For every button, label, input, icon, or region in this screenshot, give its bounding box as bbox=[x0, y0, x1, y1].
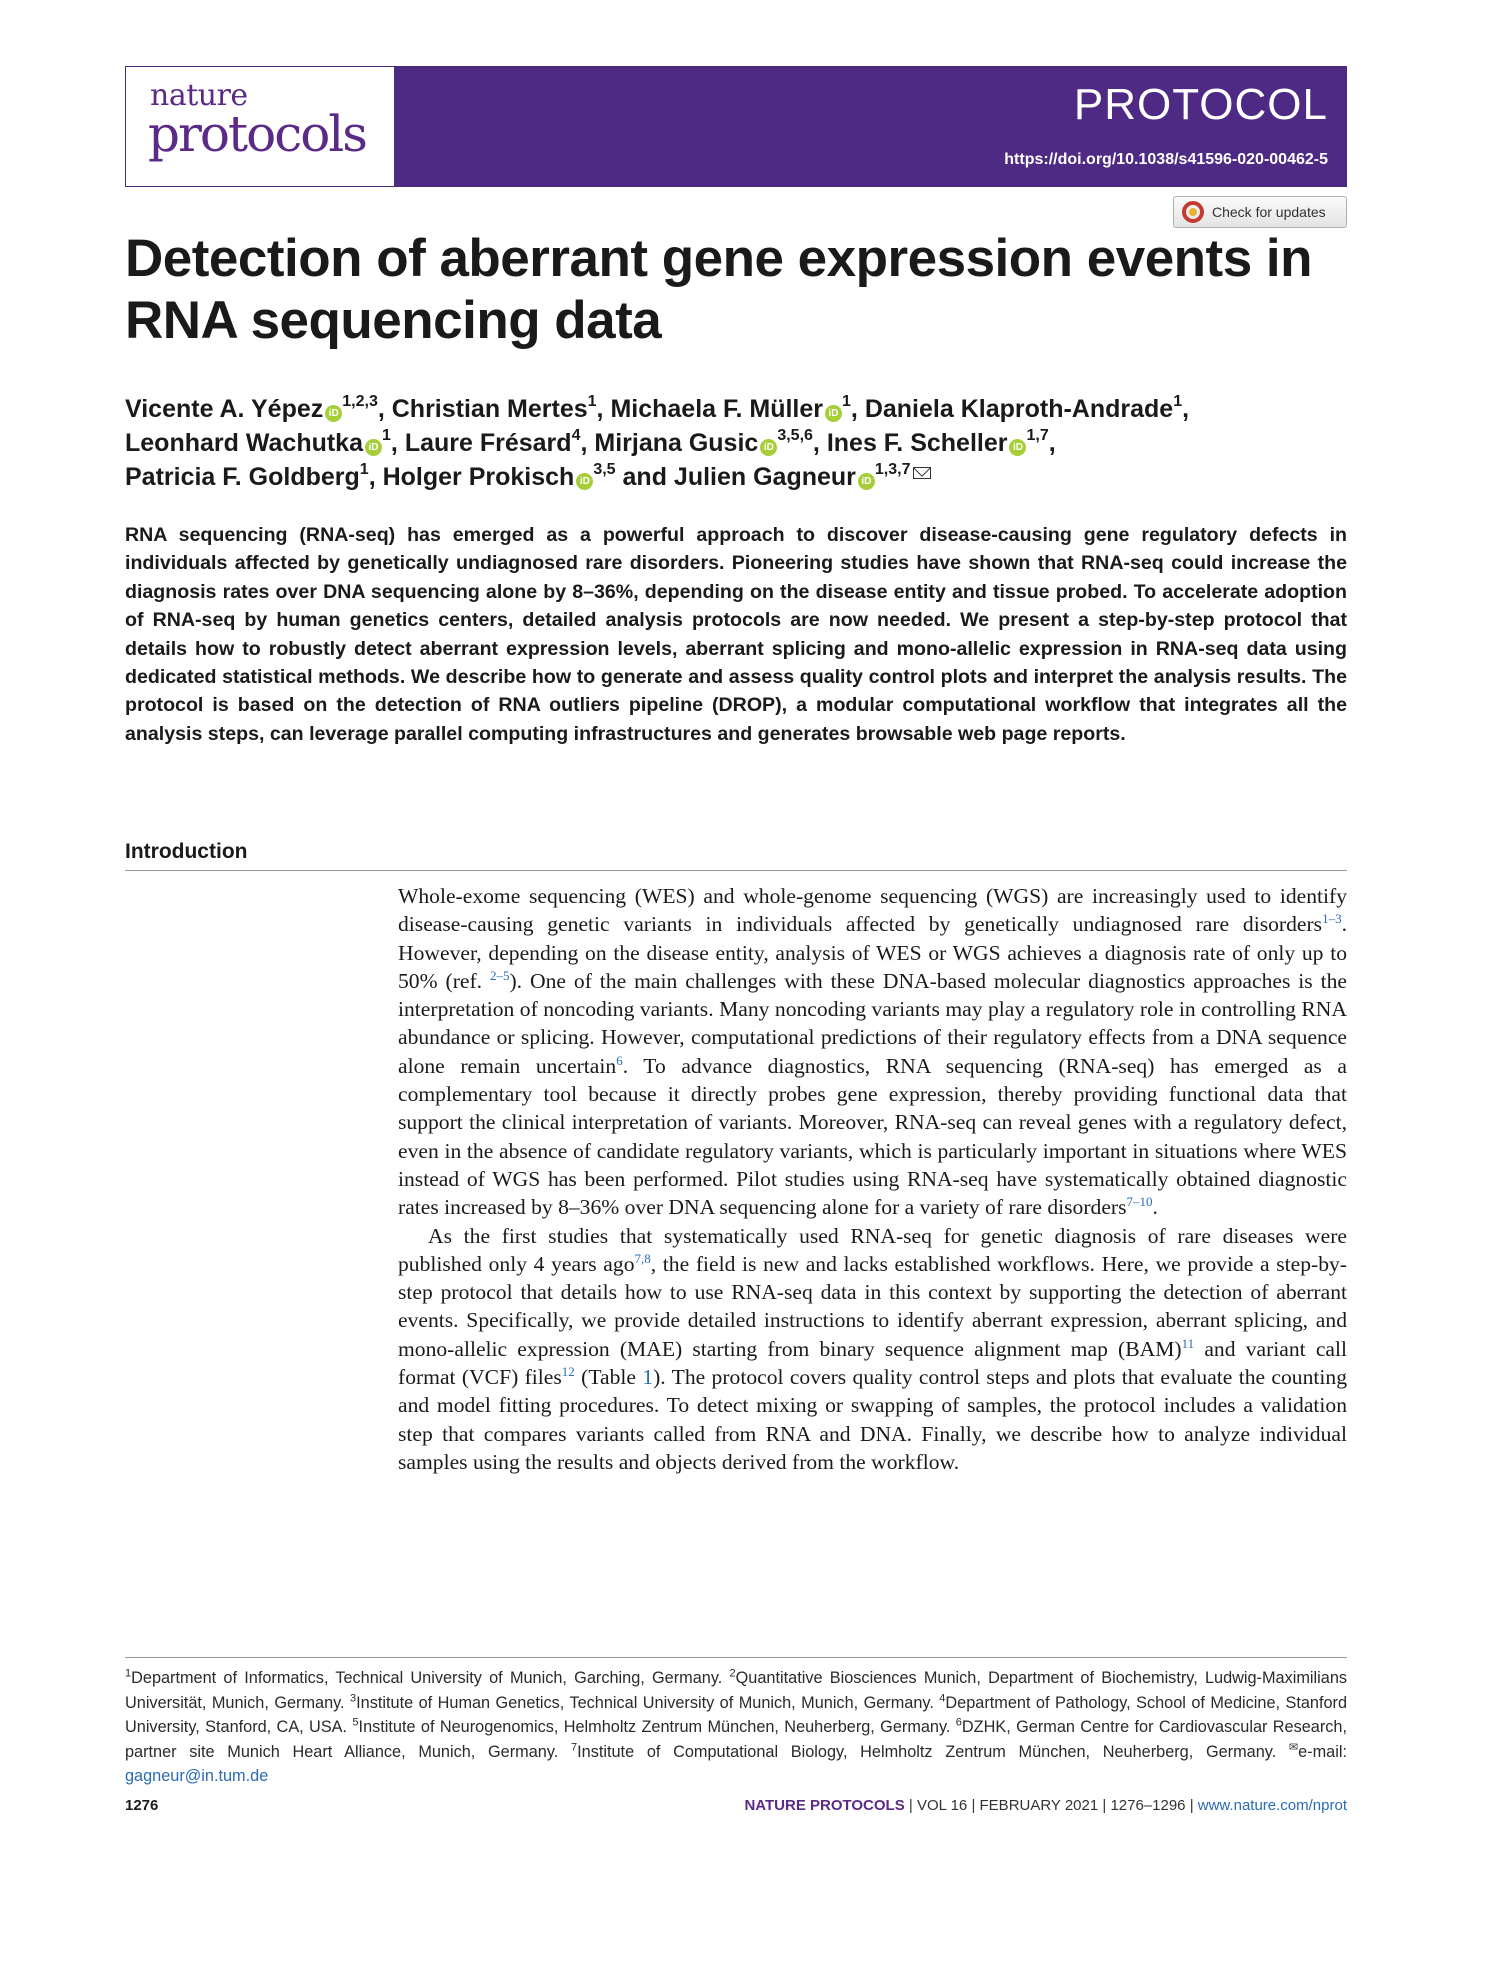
footer-url[interactable]: www.nature.com/nprot bbox=[1197, 1797, 1347, 1814]
page-number: 1276 bbox=[125, 1797, 159, 1814]
footer-sep: | bbox=[1098, 1797, 1111, 1814]
footer-journal: NATURE PROTOCOLS bbox=[744, 1797, 905, 1814]
affiliation-text: Department of Pathology, School of Medicine, Stanford University, Stanford, CA, USA. bbox=[125, 1693, 1348, 1736]
journal-logo[interactable] bbox=[126, 67, 394, 186]
citation-link[interactable]: 2–5 bbox=[489, 967, 510, 983]
affiliation-number: 2 bbox=[729, 1667, 736, 1680]
author-name: Christian Mertes bbox=[391, 395, 588, 423]
author[interactable] bbox=[404, 426, 581, 457]
author[interactable] bbox=[864, 392, 1183, 423]
text-run: Whole-exome sequencing (WES) and whole-genome sequencing (WGS) are increasingly used to identify disease-causing genetic variants in individuals affected by genetically undiagnosed rare disorders bbox=[398, 884, 1347, 937]
text-run: ). The protocol covers quality control steps and plots that evaluate the counting and model fitting procedures. To detect mixing or swapping of samples, the protocol includes a validation step that compares variants called from RNA and DNA. Finally, we describe how to analyze individual samples using the results and objects derived from the workflow. bbox=[398, 1365, 1347, 1474]
affiliation-number: 4 bbox=[939, 1692, 946, 1705]
affiliation-number: 5 bbox=[352, 1716, 359, 1729]
text-run: (Table bbox=[574, 1365, 643, 1390]
email-label: e-mail: bbox=[1298, 1742, 1347, 1761]
text-run: . However, depending on the disease entity, analysis of WES or WGS achieves a diagnosis rate of only up to 50% (ref. bbox=[398, 912, 1347, 993]
footer-pages: 1276–1296 bbox=[1110, 1797, 1186, 1814]
footer-date: FEBRUARY 2021 bbox=[979, 1797, 1099, 1814]
footer-sep: | bbox=[967, 1797, 980, 1814]
orcid-icon[interactable]: iD bbox=[858, 473, 875, 490]
affiliations-footnote bbox=[125, 1657, 1347, 1789]
journal-banner bbox=[125, 66, 1347, 187]
citation-link[interactable]: 7–10 bbox=[1126, 1194, 1153, 1210]
author-affiliation: 3,5,6 bbox=[777, 426, 813, 444]
envelope-icon: ✉ bbox=[1288, 1741, 1299, 1754]
author-affiliation: 1 bbox=[1173, 392, 1183, 410]
affiliation-number: 7 bbox=[570, 1741, 578, 1754]
section-heading-introduction: Introduction bbox=[125, 840, 1347, 871]
author-affiliation: 1,7 bbox=[1026, 426, 1049, 444]
banner-bar bbox=[394, 67, 1346, 186]
author-affiliation: 1,2,3 bbox=[342, 392, 378, 410]
author-name: Holger Prokisch bbox=[382, 463, 575, 491]
table-link[interactable]: 1 bbox=[642, 1365, 654, 1390]
orcid-icon[interactable]: iD bbox=[576, 473, 593, 490]
crossmark-icon bbox=[1182, 201, 1204, 223]
check-updates-label: Check for updates bbox=[1212, 204, 1326, 220]
text-run: and variant call format (VCF) files bbox=[398, 1336, 1347, 1390]
logo-nature-text: nature bbox=[150, 78, 248, 113]
author[interactable] bbox=[826, 426, 1049, 457]
author-affiliation: 4 bbox=[571, 426, 581, 444]
logo-protocols-text: protocols bbox=[148, 105, 366, 163]
footer-volume: VOL 16 bbox=[916, 1797, 968, 1814]
author[interactable] bbox=[391, 392, 597, 423]
author[interactable] bbox=[673, 460, 931, 491]
author-name: Leonhard Wachutka bbox=[125, 429, 363, 457]
author[interactable] bbox=[125, 460, 369, 491]
author-affiliation: 1 bbox=[359, 460, 369, 478]
affiliation-text: Department of Informatics, Technical University of Munich, Garching, Germany. bbox=[131, 1669, 730, 1687]
abstract: RNA sequencing (RNA-seq) has emerged as a powerful approach to discover disease-causing gene regulatory defects in individuals affected by genetically undiagnosed rare disorders. Pioneering studies have shown that RNA-seq could increase the diagnosis rates over DNA sequencing alone by 8–36%, depending on the disease entity and tissue probed. To accelerate adoption of RNA-seq by human genetics centers, detailed analysis protocols are now needed. We present a step-by-step protocol that details how to robustly detect aberrant expression levels, aberrant splicing and mono-allelic expression in RNA-seq data using dedicated statistical methods. We describe how to generate and assess quality control plots and interpret the analysis results. The protocol is based on the detection of RNA outliers pipeline (DROP), a modular computational workflow that integrates all the analysis steps, can leverage parallel computing infrastructures and generates browsable web page reports. bbox=[125, 524, 1347, 745]
affiliation-number: 6 bbox=[955, 1716, 962, 1729]
author-name: Ines F. Scheller bbox=[826, 429, 1008, 457]
affiliation-number: 3 bbox=[350, 1692, 357, 1705]
intro-paragraph-1 bbox=[398, 882, 1347, 1222]
author-name: Mirjana Gusic bbox=[594, 429, 759, 457]
orcid-icon[interactable]: iD bbox=[760, 439, 777, 456]
introduction-body bbox=[398, 882, 1347, 1476]
citation-link[interactable]: 7,8 bbox=[634, 1250, 651, 1266]
intro-paragraph-2 bbox=[398, 1222, 1347, 1477]
affiliation-text: DZHK, German Centre for Cardiovascular Research, partner site Munich Heart Alliance, Munich, Germany. bbox=[125, 1718, 1348, 1761]
text-run: , the field is new and lacks established workflows. Here, we provide a step-by-step protocol that details how to use RNA-seq data in this context by supporting the detection of aberrant events. Specifically, we provide detailed instructions to identify aberrant expression, aberrant splicing, and mono-allelic expression (MAE) starting from binary sequence alignment map (BAM) bbox=[398, 1251, 1347, 1361]
envelope-icon[interactable] bbox=[913, 467, 931, 479]
orcid-icon[interactable]: iD bbox=[1009, 439, 1026, 456]
citation-link[interactable]: 1–3 bbox=[1322, 911, 1342, 927]
author[interactable] bbox=[610, 392, 851, 423]
journal-footer bbox=[744, 1797, 1347, 1814]
author-name: Daniela Klaproth-Andrade bbox=[864, 395, 1174, 423]
orcid-icon[interactable]: iD bbox=[325, 405, 342, 422]
text-run: ). One of the main challenges with these DNA-based molecular diagnostics approaches is the interpretation of noncoding variants. Many noncoding variants may play a regulatory role in controlling RNA abundance or splicing. However, computational predictions of their regulatory effects from a DNA sequence alone remain uncertain bbox=[398, 968, 1347, 1078]
affiliation-text: Institute of Computational Biology, Helmholtz Zentrum München, Neuherberg, Germany. bbox=[577, 1742, 1289, 1761]
text-run: . bbox=[1152, 1195, 1158, 1220]
author-name: Vicente A. Yépez bbox=[125, 395, 324, 423]
article-type: PROTOCOL bbox=[1073, 80, 1328, 129]
citation-link[interactable]: 12 bbox=[561, 1363, 575, 1379]
affiliation-text: Institute of Neurogenomics, Helmholtz Zentrum München, Neuherberg, Germany. bbox=[358, 1718, 956, 1736]
author-list: Vicente A. Yépez iD$^{1,2,3}$, Christian Mertes$^1$, Michaela F. Müller $iD^1$, Daniela Klaproth-Andrade$^1$, Leonhard Wachutka $iD^1$, Laure Frésard$^4$, Mirjana Gusic iD$^{3,5,6}$, Ines F. Scheller iD$^{1,7}$, Patricia F. Goldberg$^1$, Holger Prokisch iD$^{3,5}$ and Julien Gagneur iD$^{1,3,7}$ bbox=[125, 392, 1190, 491]
author-name: Julien Gagneur bbox=[673, 463, 856, 491]
article-title: Detection of aberrant gene expression events in RNA sequencing data bbox=[125, 229, 1313, 350]
affiliation-text: Quantitative Biosciences Munich, Department of Biochemistry, Ludwig-Maximilians Universität, Munich, Germany. bbox=[125, 1669, 1348, 1712]
orcid-icon[interactable]: iD bbox=[825, 405, 842, 422]
affiliation-text: Institute of Human Genetics, Technical University of Munich, Munich, Germany. bbox=[356, 1693, 940, 1712]
author-affiliation: 1 bbox=[382, 426, 391, 444]
check-updates-button[interactable] bbox=[1173, 196, 1347, 228]
affiliation-number: 1 bbox=[125, 1667, 132, 1680]
author-affiliation: 3,5 bbox=[593, 460, 616, 478]
author[interactable] bbox=[382, 460, 616, 491]
author-affiliation: 1 bbox=[842, 392, 851, 410]
orcid-icon[interactable]: iD bbox=[365, 439, 382, 456]
author[interactable] bbox=[594, 426, 813, 457]
author-name: Michaela F. Müller bbox=[610, 395, 824, 423]
footer-sep: | bbox=[1185, 1797, 1198, 1814]
text-run: As the first studies that systematically used RNA-seq for genetic diagnosis of rare diseases were published only 4 years ago bbox=[398, 1223, 1347, 1276]
author-name: Laure Frésard bbox=[404, 429, 572, 457]
footer-sep: | bbox=[904, 1797, 917, 1814]
author[interactable] bbox=[125, 426, 391, 457]
text-run: . To advance diagnostics, RNA sequencing (RNA-seq) has emerged as a complementary tool because it directly probes gene expression, thereby providing functional data that support the clinical interpretation of variants. Moreover, RNA-seq can reveal genes with a regulatory defect, even in the absence of candidate regulatory variants, which is particularly important in situations where WES instead of WGS has been performed. Pilot studies using RNA-seq have systematically obtained diagnostic rates increased by 8–36% over DNA sequencing alone for a variety of rare disorders bbox=[398, 1053, 1347, 1220]
author-affiliation: 1 bbox=[587, 392, 597, 410]
email-link[interactable]: gagneur@in.tum.de bbox=[125, 1767, 269, 1785]
author-name: Patricia F. Goldberg bbox=[125, 463, 360, 491]
doi-link[interactable]: https://doi.org/10.1038/s41596-020-00462-5 bbox=[1004, 151, 1328, 168]
author[interactable] bbox=[125, 392, 378, 423]
author-affiliation: 1,3,7 bbox=[874, 460, 911, 478]
citation-link[interactable]: 11 bbox=[1181, 1335, 1195, 1351]
citation-link[interactable]: 6 bbox=[616, 1052, 623, 1068]
